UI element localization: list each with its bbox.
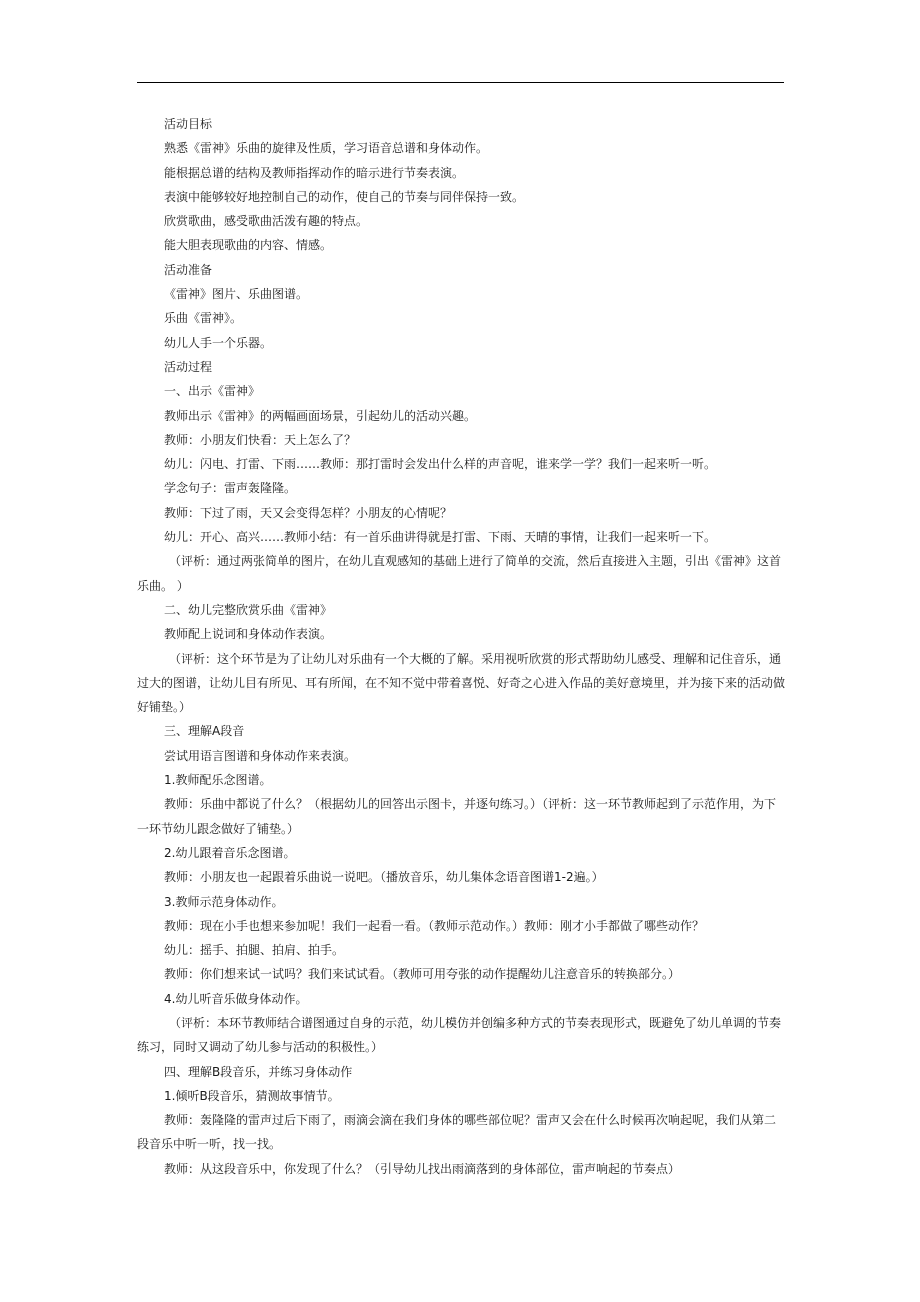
- section-heading: 一、出示《雷神》: [164, 384, 261, 399]
- preparation-item: 乐曲《雷神》。: [164, 311, 243, 326]
- section-heading: 二、幼儿完整欣赏乐曲《雷神》: [164, 602, 333, 617]
- body-paragraph: 教师：小朋友也一起跟着乐曲说一说吧。（播放音乐，幼儿集体念语音图谱1-2遍。）: [164, 870, 604, 885]
- header-rule: [137, 82, 784, 83]
- section-heading: 四、理解B段音乐，并练习身体动作: [164, 1064, 353, 1079]
- body-paragraph: 幼儿：闪电、打雷、下雨……教师：那打雷时会发出什么样的声音呢，谁来学一学？我们一起来听一听。: [164, 457, 717, 472]
- step-heading: 3.教师示范身体动作。: [164, 894, 284, 909]
- body-paragraph: 教师：下过了雨，天又会变得怎样？小朋友的心情呢？: [164, 505, 453, 520]
- step-heading: 2.幼儿跟着音乐念图谱。: [164, 845, 296, 860]
- body-paragraph: 尝试用语言图谱和身体动作来表演。: [164, 748, 357, 763]
- body-paragraph: 教师出示《雷神》的两幅画面场景，引起幼儿的活动兴趣。: [164, 408, 477, 423]
- goal-item: 表演中能够较好地控制自己的动作，使自己的节奏与同伴保持一致。: [164, 189, 525, 204]
- step-heading: 4.幼儿听音乐做身体动作。: [164, 991, 308, 1006]
- body-paragraph: 幼儿：开心、高兴……教师小结：有一首乐曲讲得就是打雷、下雨、天晴的事情，让我们一起来听一下。: [164, 530, 717, 545]
- body-paragraph: 教师：从这段音乐中，你发现了什么？（引导幼儿找出雨滴落到的身体部位，雷声响起的节奏点）: [164, 1161, 681, 1176]
- preparation-item: 《雷神》图片、乐曲图谱。: [164, 287, 309, 302]
- body-paragraph: 教师：小朋友们快看：天上怎么了？: [164, 432, 357, 447]
- body-paragraph: 学念句子：雷声轰隆隆。: [164, 481, 297, 496]
- heading-activity-process: 活动过程: [164, 359, 213, 374]
- goal-item: 能大胆表现歌曲的内容、情感。: [164, 238, 333, 253]
- step-heading: 1.教师配乐念图谱。: [164, 773, 272, 788]
- goal-item: 欣赏歌曲，感受歌曲活泼有趣的特点。: [164, 214, 369, 229]
- document-body: [137, 112, 785, 1181]
- body-paragraph: 幼儿：摇手、拍腿、拍肩、拍手。: [164, 943, 345, 958]
- commentary-paragraph: （评析：通过两张简单的图片，在幼儿直观感知的基础上进行了简单的交流，然后直接进入主题，引出《雷神》这首乐曲。 ）: [137, 554, 782, 593]
- heading-activity-goals: 活动目标: [164, 117, 213, 131]
- heading-activity-preparation: 活动准备: [164, 262, 213, 277]
- goal-item: 能根据总谱的结构及教师指挥动作的暗示进行节奏表演。: [164, 165, 465, 180]
- commentary-paragraph: （评析：这个环节是为了让幼儿对乐曲有一个大概的了解。采用视听欣赏的形式帮助幼儿感受、理解和记住音乐，通过大的图谱，让幼儿目有所见、耳有所闻，在不知不觉中带着喜悦、好奇之心进入作品的美好意境里，并为接下来的活动做好铺垫。）: [137, 651, 786, 715]
- step-heading: 1.倾听B段音乐，猜测故事情节。: [164, 1088, 340, 1103]
- body-paragraph: 教师配上说词和身体动作表演。: [164, 627, 333, 642]
- body-paragraph: 教师：现在小手也想来参加呢！我们一起看一看。（教师示范动作。）教师：刚才小手都做了哪些动作？: [164, 918, 705, 933]
- commentary-paragraph: （评析：本环节教师结合谱图通过自身的示范，幼儿模仿并创编多种方式的节奏表现形式，既避免了幼儿单调的节奏练习，同时又调动了幼儿参与活动的积极性。）: [137, 1015, 782, 1055]
- body-paragraph: 教师：乐曲中都说了什么？（根据幼儿的回答出示图卡，并逐句练习。）（评析：这一环节教师起到了示范作用，为下一环节幼儿跟念做好了铺垫。）: [137, 797, 777, 836]
- section-heading: 三、理解A段音: [164, 724, 245, 739]
- goal-item: 熟悉《雷神》乐曲的旋律及性质，学习语音总谱和身体动作。: [164, 141, 489, 156]
- body-paragraph: 教师：轰隆隆的雷声过后下雨了，雨滴会滴在我们身体的哪些部位呢？雷声又会在什么时候再次响起呢，我们从第二段音乐中听一听，找一找。: [137, 1113, 777, 1152]
- preparation-item: 幼儿人手一个乐器。: [164, 335, 273, 350]
- body-paragraph: 教师：你们想来试一试吗？我们来试试看。（教师可用夸张的动作提醒幼儿注意音乐的转换部分。）: [164, 967, 681, 982]
